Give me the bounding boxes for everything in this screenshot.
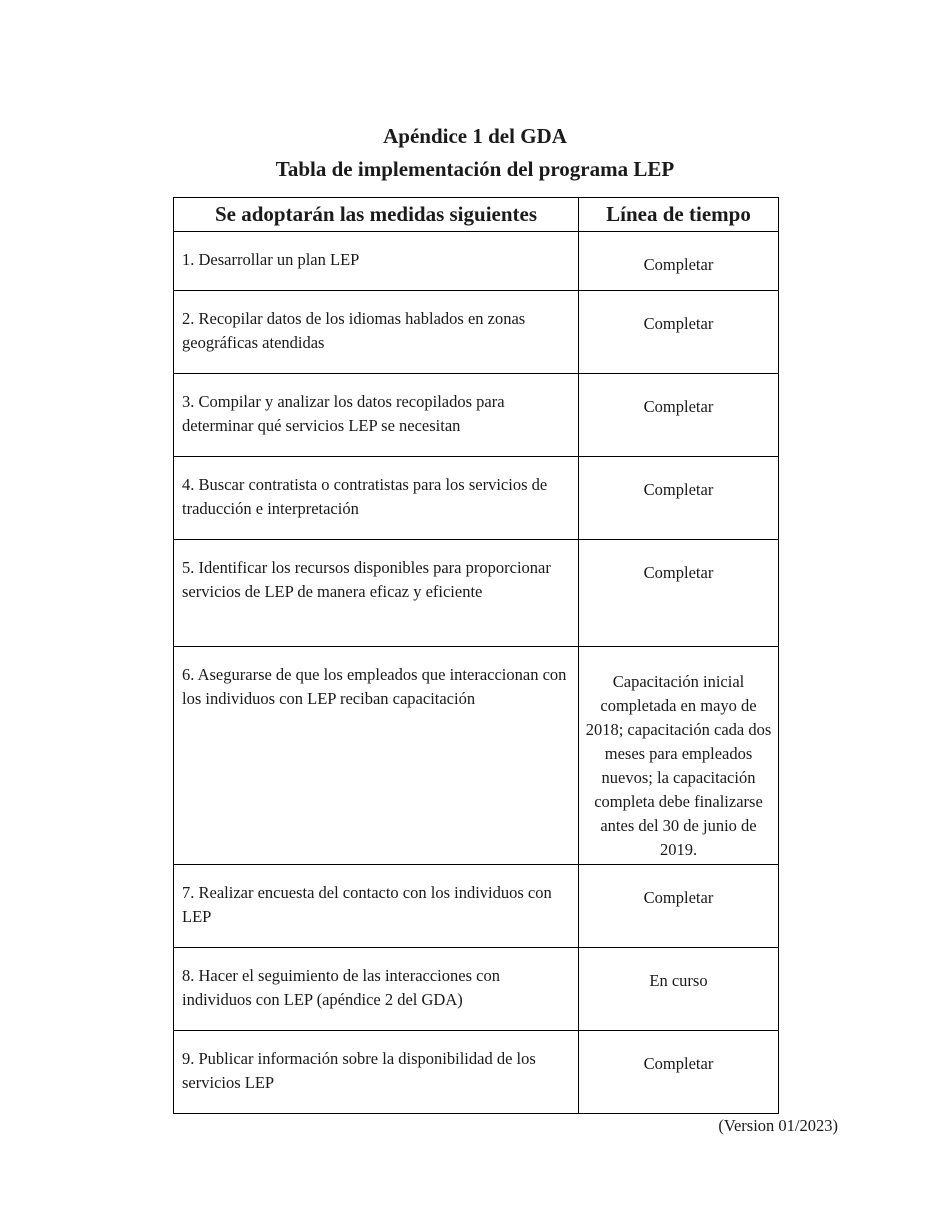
table-row [174,457,779,540]
table-header-row [174,198,779,232]
timeline-cell: Completar [579,865,779,948]
timeline-cell: Capacitación inicial completada en mayo de 2018; capacitación cada dos meses para empleados nuevos; la capacitación completa debe finalizarse antes del 30 de junio de 2019. [579,647,779,865]
timeline-cell: En curso [579,948,779,1031]
action-cell: 1. Desarrollar un plan LEP [174,232,579,291]
timeline-cell: Completar [579,374,779,457]
page-title: Apéndice 1 del GDA [383,124,567,148]
table-row [174,948,779,1031]
timeline-cell: Completar [579,232,779,291]
action-cell: 3. Compilar y analizar los datos recopilados para determinar qué servicios LEP se necesitan [174,374,579,457]
implementation-table [173,197,779,1114]
timeline-cell: Completar [579,291,779,374]
action-cell: 5. Identificar los recursos disponibles para proporcionar servicios de LEP de manera eficaz y eficiente [174,540,579,647]
table-row [174,647,779,865]
table-row [174,1031,779,1114]
action-cell: 9. Publicar información sobre la disponibilidad de los servicios LEP [174,1031,579,1114]
table-row [174,232,779,291]
action-cell: 6. Asegurarse de que los empleados que interaccionan con los individuos con LEP reciban capacitación [174,647,579,865]
action-cell: 4. Buscar contratista o contratistas para los servicios de traducción e interpretación [174,457,579,540]
timeline-cell: Completar [579,540,779,647]
table-row [174,540,779,647]
action-cell: 2. Recopilar datos de los idiomas hablados en zonas geográficas atendidas [174,291,579,374]
column-header-actions: Se adoptarán las medidas siguientes [174,198,579,232]
timeline-cell: Completar [579,457,779,540]
table-row [174,865,779,948]
action-cell: 8. Hacer el seguimiento de las interacciones con individuos con LEP (apéndice 2 del GDA) [174,948,579,1031]
column-header-timeline: Línea de tiempo [579,198,779,232]
table-row [174,374,779,457]
action-cell: 7. Realizar encuesta del contacto con los individuos con LEP [174,865,579,948]
page-subtitle: Tabla de implementación del programa LEP [275,157,675,181]
version-label: (Version 01/2023) [718,1116,838,1135]
timeline-cell: Completar [579,1031,779,1114]
table-row [174,291,779,374]
